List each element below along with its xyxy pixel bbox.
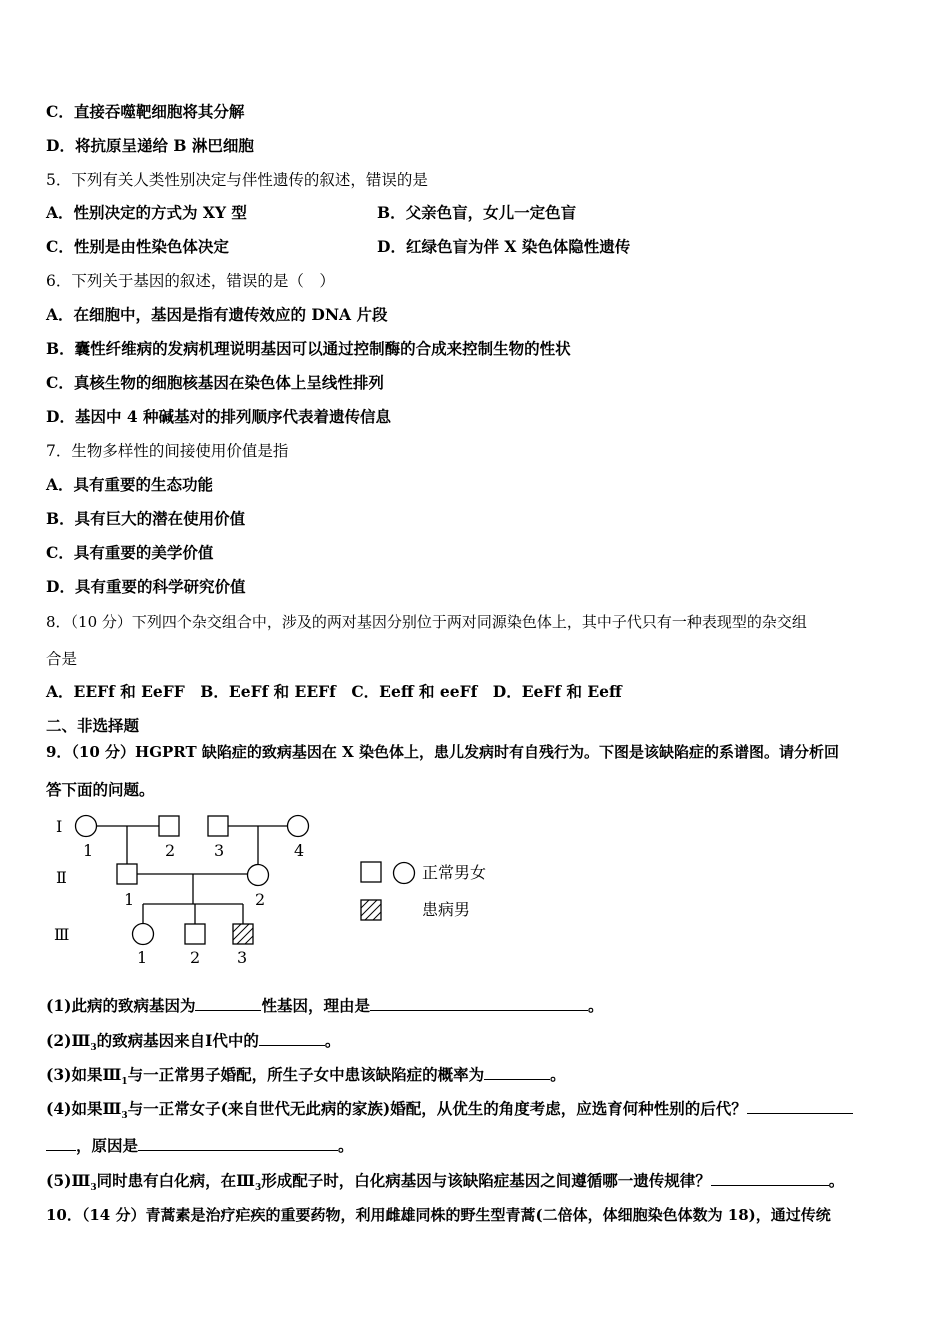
label-i3: 3 [214,841,225,860]
iii1-female [133,924,154,945]
q5-stem: 5．下列有关人类性别决定与伴性遗传的叙述，错误的是 [46,171,428,189]
q7-option-a: A．具有重要的生态功能 [46,475,214,494]
gen-label-ii: Ⅱ [56,868,67,887]
label-i2: 2 [165,841,176,860]
q7-option-c: C．具有重要的美学价值 [46,543,214,562]
q5-option-d: D．红绿色盲为伴 X 染色体隐性遗传 [377,237,631,256]
q6-option-c: C．真核生物的细胞核基因在染色体上呈线性排列 [46,373,384,392]
q5-options-row1 [46,203,906,223]
q8-options: A．EEFf 和 EeFF B．EeFf 和 EEFf C．Eeff 和 eeFf D．EeFf 和 Eeff [46,682,622,701]
ii2-female [248,865,269,886]
i3-male [208,816,228,836]
legend-affected-male [361,900,381,920]
q7-option-d: D．具有重要的科学研究价值 [46,577,246,596]
q6-option-a: A．在细胞中，基因是指有遗传效应的 DNA 片段 [46,305,388,324]
label-i1: 1 [83,841,94,860]
label-iii2: 2 [190,948,201,967]
q9-sub3: (3)如果$Ⅲ_1$与一正常男子婚配，所生子女中患该缺陷症的概率为 。 [46,1065,566,1088]
answer-blank[interactable] [711,1171,829,1186]
label-ii2: 2 [255,890,266,909]
q9-stem-line1: 9．（10 分）HGPRT 缺陷症的致病基因在 X 染色体上，患儿发病时有自残行为。下图是该缺陷症的系谱图。请分析回 [46,743,839,761]
q8-stem-line2: 合是 [46,650,78,668]
answer-blank[interactable] [484,1065,550,1080]
q8-stem-line1: 8．（10 分）下列四个杂交组合中，涉及的两对基因分别位于两对同源染色体上，其中子代只有一种表现型的杂交组 [46,613,807,631]
section-heading: 二、非选择题 [46,716,140,735]
answer-blank[interactable] [46,1136,76,1151]
pedigree-svg [46,812,566,972]
q5-option-b: B．父亲色盲，女儿一定色盲 [377,203,577,222]
label-ii1: 1 [124,890,135,909]
q6-option-b: B．囊性纤维病的发病机理说明基因可以通过控制酶的合成来控制生物的性状 [46,339,571,358]
q9-sub4-line2: ，原因是 。 [46,1136,354,1156]
q10-stem-line1: 10．（14 分）青蒿素是治疗疟疾的重要药物，利用雌雄同株的野生型青蒿(二倍体，体细胞染色体数为 18)，通过传统 [46,1206,831,1224]
iii3-affected-male [233,924,253,944]
label-iii3: 3 [237,948,248,967]
q9-sub4-line1: (4)如果$Ⅲ_3$与一正常女子(来自世代无此病的家族)婚配，从优生的角度考虑，应选育何种性别的后代？ [46,1099,853,1126]
q5-option-c: C．性别是由性染色体决定 [46,237,229,256]
legend-normal-male [361,862,381,882]
q4-option-c: C．直接吞噬靶细胞将其分解 [46,102,245,121]
label-i4: 4 [294,841,305,860]
i4-female [288,816,309,837]
label-iii1: 1 [137,948,148,967]
i1-female [76,816,97,837]
answer-blank[interactable] [138,1136,338,1151]
q7-stem: 7．生物多样性的间接使用价值是指 [46,442,289,460]
pedigree-chart [46,812,566,972]
gen-label-i: Ⅰ [56,817,63,836]
q9-sub2: $(2)Ⅲ_3$的致病基因来自Ⅰ代中的 。 [46,1031,341,1054]
q5-options-row2 [46,237,906,257]
legend-affected-label: 患病男 [422,900,471,919]
answer-blank[interactable] [259,1031,325,1046]
i2-male [159,816,179,836]
ii1-male [117,864,137,884]
iii2-male [185,924,205,944]
answer-blank[interactable] [370,996,588,1011]
q9-stem-line2: 答下面的问题。 [46,780,155,799]
q9-sub1: (1)此病的致病基因为 性基因，理由是 。 [46,996,604,1015]
q7-option-b: B．具有巨大的潜在使用价值 [46,509,246,528]
q9-sub5: $(5)Ⅲ_3$同时患有白化病，在$Ⅲ_3$形成配子时，白化病基因与该缺陷症基因之间遵循哪一遗传规律？ 。 [46,1171,845,1194]
legend-normal-female [394,863,415,884]
legend-normal-label: 正常男女 [422,863,487,882]
q6-option-d: D．基因中 4 种碱基对的排列顺序代表着遗传信息 [46,407,392,426]
answer-blank[interactable] [747,1099,853,1114]
q4-option-d: D．将抗原呈递给 B 淋巴细胞 [46,136,254,155]
gen-label-iii: Ⅲ [54,925,70,944]
q5-option-a: A．性别决定的方式为 XY 型 [46,203,247,222]
answer-blank[interactable] [195,996,261,1011]
q6-stem: 6．下列关于基因的叙述，错误的是（ ） [46,272,335,290]
